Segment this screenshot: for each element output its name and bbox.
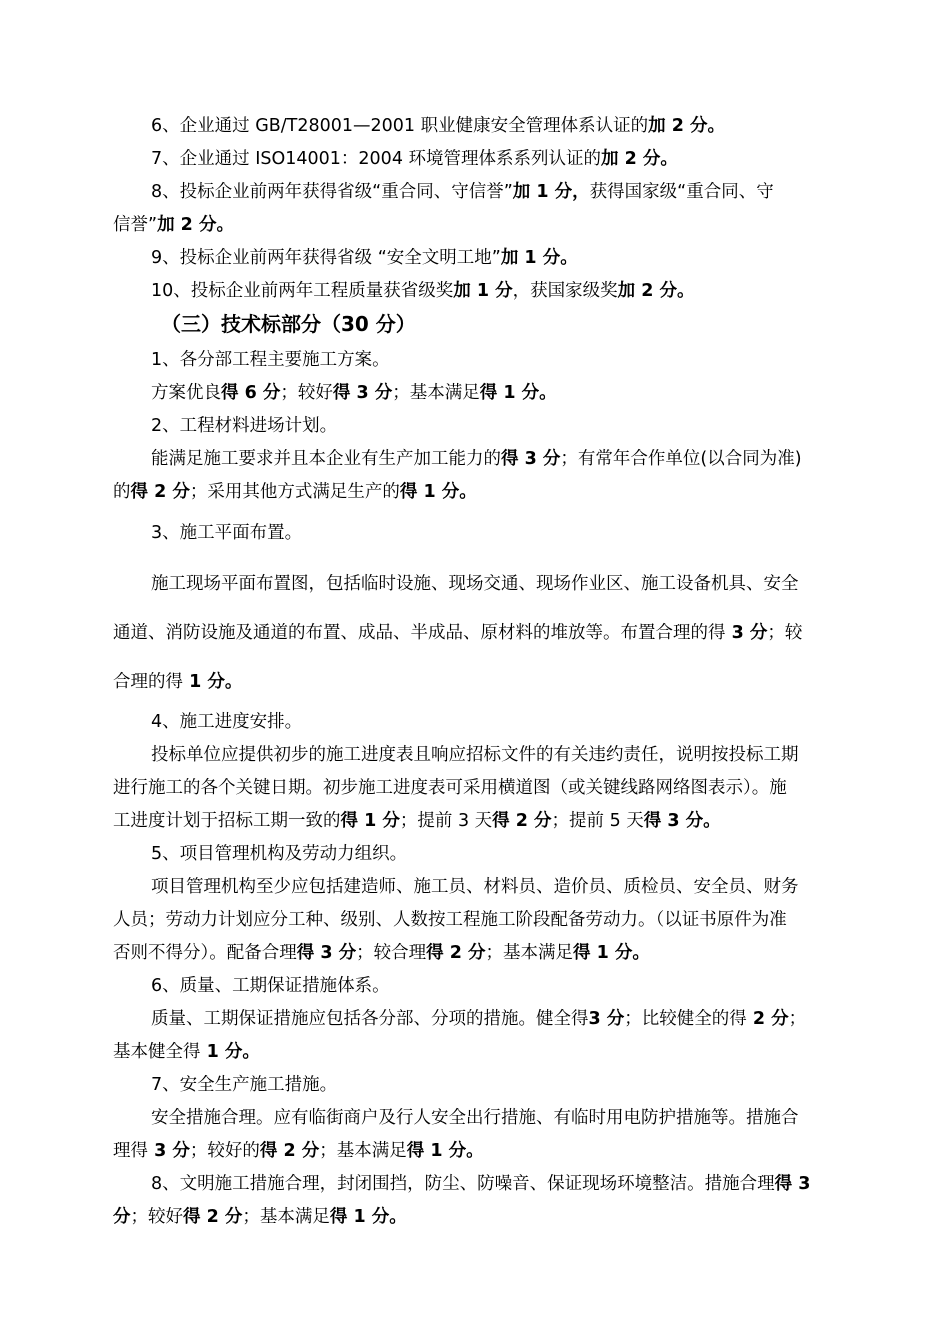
s1-text-b: ；较好 (280, 383, 333, 403)
s4-text-c: ；提前 5 天 (551, 811, 644, 831)
s4-line-1: 投标单位应提供初步的施工进度表且响应招标文件的有关违约责任，说明按投标工期 (151, 745, 799, 765)
s5-line-1: 项目管理机构至少应包括建造师、施工员、材料员、造价员、质检员、安全员、财务 (151, 877, 799, 897)
section-heading: （三）技术标部分（30 分） (161, 312, 416, 336)
s4-score-c: 得 3 分。 (643, 811, 721, 831)
s5-score-a: 得 3 分 (296, 943, 357, 963)
s6-line-2 (113, 1036, 860, 1069)
s7-text-b: ；较好的 (189, 1141, 260, 1161)
s3-text-a: 通道、消防设施及通道的布置、成品、半成品、原材料的堆放等。布置合理的得 (113, 623, 726, 643)
s5-score-b: 得 2 分 (426, 943, 486, 963)
s4-text-a: 工进度计划于招标工期一致的 (113, 811, 341, 831)
s8-score-a-cont: 分 (113, 1207, 131, 1227)
s5-line-3 (113, 937, 860, 970)
s2-criteria-2 (113, 476, 860, 509)
item-8-score-national: 加 2 分。 (157, 215, 234, 235)
s1-score-c: 得 1 分。 (479, 383, 557, 403)
item-9-text: 9、投标企业前两年获得省级 “安全文明工地” (151, 248, 501, 268)
technical-section-part3 (113, 706, 860, 1234)
s2-text-b: ；有常年合作单位(以合同为准) (560, 449, 802, 469)
s1-text-a: 方案优良 (151, 383, 221, 403)
technical-section-part2 (113, 517, 860, 550)
s6-text-b: ；比较健全的得 (624, 1009, 747, 1029)
item-8-cont (113, 209, 860, 242)
item-6-score: 加 2 分。 (648, 116, 725, 136)
item-8-score-provincial: 加 1 分， (512, 182, 590, 202)
item-7 (113, 143, 860, 176)
technical-section-part1 (113, 344, 860, 509)
s6-line-1 (113, 1003, 860, 1036)
s5-score-c: 得 1 分。 (573, 943, 650, 963)
section-qualification-bonus (113, 110, 860, 341)
s2-score-c: 得 1 分。 (399, 482, 477, 502)
item-6 (113, 110, 860, 143)
s2-criteria-1 (113, 443, 860, 476)
s1-text-c: ；基本满足 (392, 383, 480, 403)
s8-score-a: 得 3 (774, 1174, 811, 1194)
s7-line-1: 安全措施合理。应有临街商户及行人安全出行措施、有临时用电防护措施等。措施合 (151, 1108, 799, 1128)
s7-score-c: 得 1 分。 (406, 1141, 484, 1161)
item-10 (113, 275, 860, 308)
s1-criteria (113, 377, 860, 410)
s5-line-2: 人员；劳动力计划应分工种、级别、人数按工程施工阶段配备劳动力。（以证书原件为准 (113, 910, 787, 930)
s7-title: 7、安全生产施工措施。 (151, 1075, 338, 1095)
item-10-text: 10、投标企业前两年工程质量获省级奖 (151, 281, 454, 301)
s8-text-a: 8、文明施工措施合理，封闭围挡，防尘、防噪音、保证现场环境整洁。措施合理 (151, 1174, 775, 1194)
s4-score-b: 得 2 分 (492, 811, 552, 831)
item-7-score: 加 2 分。 (601, 149, 678, 169)
s7-score-b: 得 2 分 (259, 1141, 320, 1161)
s3-body (113, 560, 860, 707)
s5-text-a: 否则不得分）。配备合理 (113, 943, 297, 963)
s3-line-2 (113, 609, 860, 658)
s5-title: 5、项目管理机构及劳动力组织。 (151, 844, 408, 864)
item-10-text-national: ，获国家级奖 (512, 281, 618, 301)
item-10-score-provincial: 加 1 分 (453, 281, 513, 301)
s8-line-1 (113, 1168, 860, 1201)
item-9 (113, 242, 860, 275)
s3-score-b: 1 分。 (183, 672, 243, 692)
s1-score-a: 得 6 分 (221, 383, 281, 403)
s3-score-a: 3 分 (725, 623, 768, 643)
s6-title: 6、质量、工期保证措施体系。 (151, 976, 390, 996)
s3-text-c: 合理的得 (113, 672, 183, 692)
s5-text-b: ；较合理 (356, 943, 427, 963)
s6-score-c: 1 分。 (200, 1042, 260, 1062)
s2-score-b: 得 2 分 (130, 482, 190, 502)
s6-score-a: 3 分 (588, 1009, 625, 1029)
s6-text-a: 质量、工期保证措施应包括各分部、分项的措施。健全得 (151, 1009, 589, 1029)
s2-text-c: 的 (113, 482, 131, 502)
s7-text-a: 理得 (113, 1141, 148, 1161)
s4-title: 4、施工进度安排。 (151, 712, 303, 732)
s3-text-b: ；较 (767, 623, 803, 643)
s3-line-3 (113, 658, 860, 707)
s5-text-c: ；基本满足 (485, 943, 573, 963)
s1-score-b: 得 3 分 (332, 383, 393, 403)
item-8 (113, 176, 860, 209)
s8-text-b: ；较好 (130, 1207, 183, 1227)
s7-score-a: 3 分 (148, 1141, 190, 1161)
s2-text-a: 能满足施工要求并且本企业有生产加工能力的 (151, 449, 501, 469)
item-6-text: 6、企业通过 GB/T28001—2001 职业健康安全管理体系认证的 (151, 116, 649, 136)
s6-text-d: 基本健全得 (113, 1042, 201, 1062)
s2-title: 2、工程材料进场计划。 (151, 416, 338, 436)
item-8-cont-text: 信誉” (113, 215, 158, 235)
s6-score-b: 2 分 (746, 1009, 789, 1029)
item-10-score-national: 加 2 分。 (617, 281, 695, 301)
s2-text-d: ；采用其他方式满足生产的 (189, 482, 400, 502)
s2-score-a: 得 3 分 (501, 449, 561, 469)
s8-text-c: ；基本满足 (242, 1207, 330, 1227)
s8-score-b: 得 2 分 (183, 1207, 243, 1227)
s6-text-c: ； (788, 1009, 807, 1029)
s3-line-1: 施工现场平面布置图，包括临时设施、现场交通、现场作业区、施工设备机具、安全 (151, 574, 799, 594)
s4-text-b: ；提前 3 天 (399, 811, 493, 831)
s7-text-c: ；基本满足 (319, 1141, 407, 1161)
s8-line-2 (113, 1201, 860, 1234)
s1-title: 1、各分部工程主要施工方案。 (151, 350, 390, 370)
s8-score-c: 得 1 分。 (329, 1207, 407, 1227)
item-7-text: 7、企业通过 ISO14001：2004 环境管理体系系列认证的 (151, 149, 602, 169)
s4-line-2: 进行施工的各个关键日期。初步施工进度表可采用横道图（或关键线路网络图表示）。施 (113, 778, 787, 798)
s4-score-a: 得 1 分 (340, 811, 400, 831)
s7-line-2 (113, 1135, 860, 1168)
item-8-text: 8、投标企业前两年获得省级“重合同、守信誉” (151, 182, 513, 202)
item-8-text-national: 获得国家级“重合同、守 (589, 182, 774, 202)
s4-line-3 (113, 805, 860, 838)
s3-title: 3、施工平面布置。 (151, 523, 303, 543)
item-9-score: 加 1 分。 (500, 248, 578, 268)
